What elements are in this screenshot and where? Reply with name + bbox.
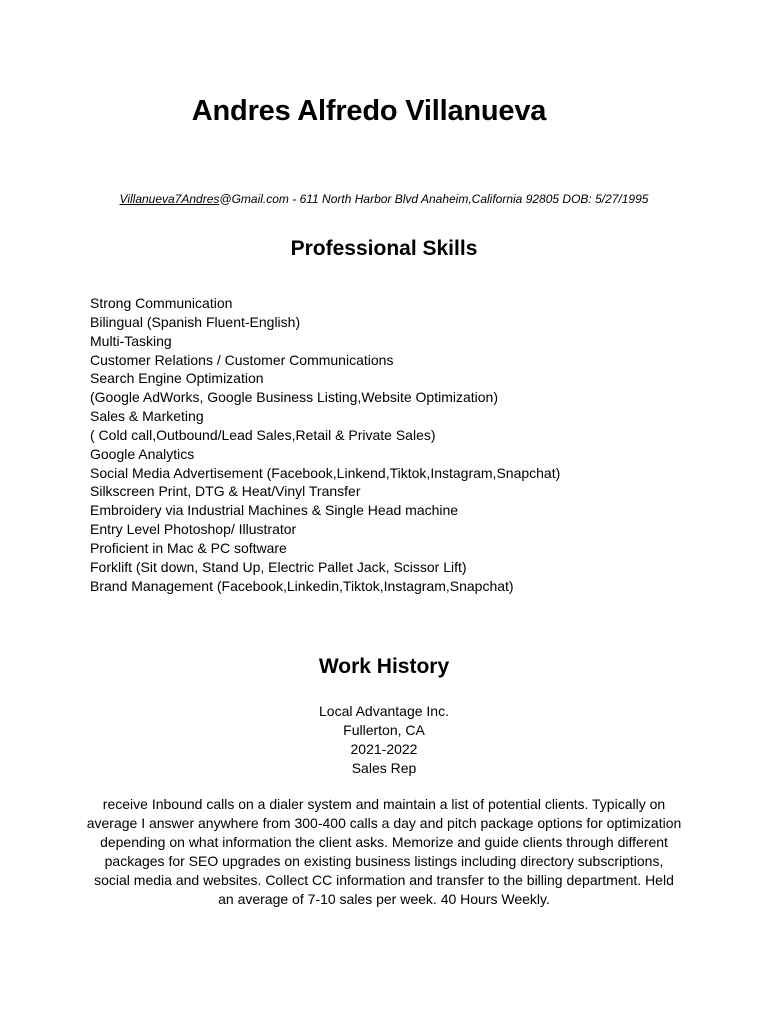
job-company: Local Advantage Inc. (319, 703, 449, 719)
description-line: an average of 7-10 sales per week. 40 Hours Weekly. (218, 891, 550, 907)
work-history-heading: Work History (318, 655, 450, 678)
email-link[interactable]: Villanueva7Andres (119, 192, 220, 206)
skill-item: Proficient in Mac & PC software (90, 539, 287, 556)
skill-item: Entry Level Photoshop/ Illustrator (90, 521, 297, 538)
skill-item: Bilingual (Spanish Fluent-English) (90, 313, 301, 330)
skill-item: Search Engine Optimization (90, 370, 264, 387)
description-line: depending on what information the client asks. Memorize and guide clients through different (100, 834, 668, 850)
description-line: social media and websites. Collect CC information and transfer to the billing department. Held (94, 872, 674, 888)
job-role: Sales Rep (351, 760, 417, 776)
skill-item: ( Cold call,Outbound/Lead Sales,Retail & Private Sales) (90, 426, 436, 443)
skill-item: Multi-Tasking (90, 332, 172, 349)
skill-item: Forklift (Sit down, Stand Up, Electric Pallet Jack, Scissor Lift) (90, 558, 467, 575)
skill-item: Embroidery via Industrial Machines & Single Head machine (90, 502, 459, 519)
skills-heading: Professional Skills (290, 237, 478, 260)
job-description (82, 795, 686, 909)
skill-item: Sales & Marketing (90, 408, 204, 425)
resume-name: Andres Alfredo Villanueva (191, 95, 547, 127)
skills-list (90, 294, 710, 596)
job-years: 2021-2022 (350, 741, 418, 757)
email-domain: @Gmail.com (219, 192, 289, 206)
job-location: Fullerton, CA (343, 722, 425, 738)
skill-item: Social Media Advertisement (Facebook,Linkend,Tiktok,Instagram,Snapchat) (90, 464, 561, 481)
job-header (0, 702, 768, 778)
skill-item: Strong Communication (90, 295, 233, 311)
skill-item: Google Analytics (90, 445, 195, 462)
description-line: average I answer anywhere from 300-400 calls a day and pitch package options for optimization (86, 815, 682, 831)
skill-item: Customer Relations / Customer Communications (90, 351, 394, 368)
skill-item: Brand Management (Facebook,Linkedin,Tiktok,Instagram,Snapchat) (90, 577, 514, 594)
skill-item: Silkscreen Print, DTG & Heat/Vinyl Transfer (90, 483, 361, 500)
description-line: receive Inbound calls on a dialer system and maintain a list of potential clients. Typically on (102, 796, 666, 812)
description-line: packages for SEO upgrades on existing business listings including directory subscriptions, (104, 853, 664, 869)
address-dob: - 611 North Harbor Blvd Anaheim,California 92805 DOB: 5/27/1995 (288, 192, 649, 206)
contact-line (40, 190, 728, 208)
skill-item: (Google AdWorks, Google Business Listing,Website Optimization) (90, 389, 499, 406)
